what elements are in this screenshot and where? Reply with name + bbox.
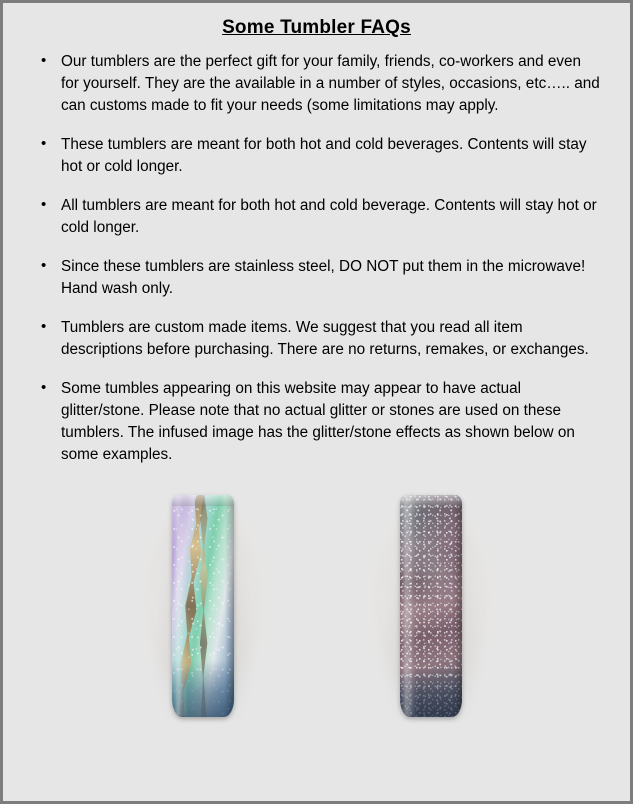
bullet-icon: • [41,135,47,153]
dark-glitter-tumbler [400,495,462,717]
page-title: Some Tumbler FAQs [222,17,411,38]
bullet-icon: • [41,52,47,69]
bullet-icon: • [41,196,47,214]
faq-text: These tumblers are meant for both hot and cold beverages. Contents will stay hot or cold longer. [61,136,587,176]
list-item [35,256,602,300]
faq-text: Since these tumblers are stainless steel, DO NOT put them in the microwave! Hand wash only. [61,258,586,298]
bullet-icon: • [41,379,47,397]
bullet-icon: • [41,318,47,336]
list-item [35,195,602,239]
faq-text: All tumblers are meant for both hot and cold beverage. Contents will stay hot or cold longer. [61,197,597,237]
faq-text: Some tumbles appearing on this website may appear to have actual glitter/stone. Please note that no actual glitter or stones are used on these tumblers. The infused image has the glitter/stone effects as shown below on some examples. [61,380,575,464]
document-body [3,3,630,801]
faq-text: Our tumblers are the perfect gift for your family, friends, co-workers and even for yourself. They are the available in a number of styles, occasions, etc….. and can customs made to fit your needs (some limitations may apply. [61,53,600,115]
list-item [35,317,602,361]
list-item [35,378,602,466]
faq-text: Tumblers are custom made items. We suggest that you read all item descriptions before purchasing. There are no returns, remakes, or exchanges. [61,319,589,359]
dark-glitter-tumbler-image [356,483,506,728]
geode-pastel-tumbler [172,495,234,717]
geode-pastel-tumbler-image [128,483,278,728]
list-item [35,134,602,178]
faq-list [17,51,616,466]
bullet-icon: • [41,257,47,275]
list-item [35,51,602,117]
tumbler-examples [17,483,616,733]
